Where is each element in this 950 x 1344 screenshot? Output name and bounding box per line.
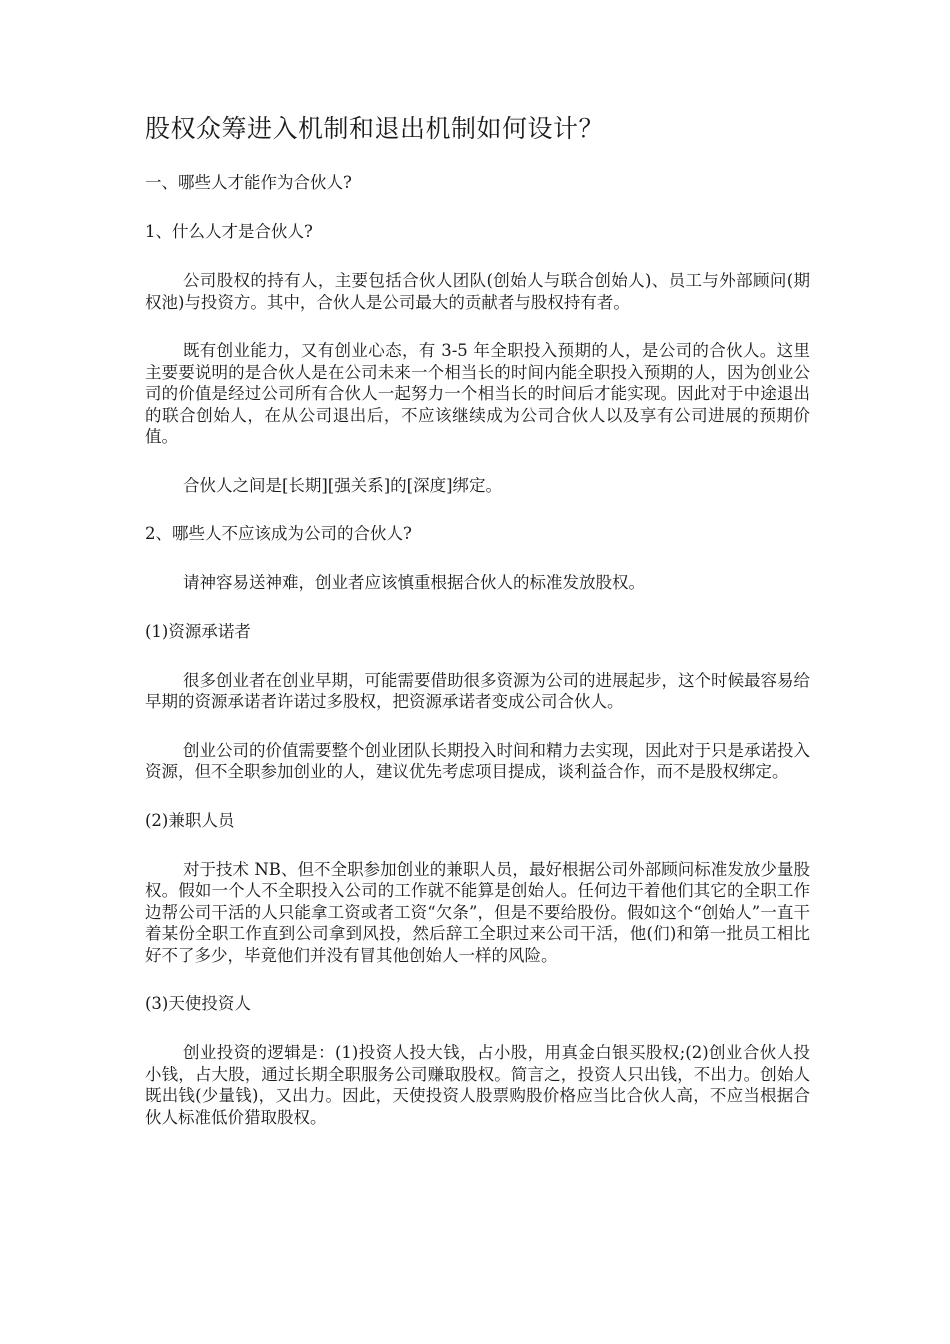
subsection-heading-not-partners: 2、哪些人不应该成为公司的合伙人?: [145, 524, 412, 543]
paragraph-partner-binding: 合伙人之间是[长期][强关系]的[深度]绑定。: [182, 475, 503, 495]
paragraph-careful-equity: 请神容易送神难，创业者应该慎重根据合伙人的标准发放股权。: [182, 573, 645, 592]
paragraph-resource-promisers-2: 创业公司的价值需要整个创业团队长期投入时间和精力去实现，因此对于只是承诺投入资源，但不全职参加创业的人，建议优先考虑项目提成，谈利益合作，而不是股权绑定。: [145, 740, 810, 781]
section-heading-partners: 一、哪些人才能作为合伙人?: [145, 173, 352, 192]
document-page: [145, 112, 810, 1155]
paragraph-angel-investors: 创业投资的逻辑是：(1)投资人投大钱，占小股，用真金白银买股权;(2)创业合伙人投小钱，占大股，通过长期全职服务公司赚取股权。简言之，投资人只出钱，不出力。创始人既出钱(少量钱)，又出力。因此，天使投资人股票购股价格应当比合伙人高，不应当根据合伙人标准低价猎取股权。: [145, 1043, 810, 1127]
subsection-heading-resource-promisers: (1)资源承诺者: [145, 621, 251, 641]
subsection-heading-part-time: (2)兼职人员: [145, 810, 235, 830]
paragraph-equity-holders: 公司股权的持有人，主要包括合伙人团队(创始人与联合创始人)、员工与外部顾问(期权池)与投资方。其中，合伙人是公司最大的贡献者与股权持有者。: [145, 271, 810, 312]
subsection-heading-who-is-partner: 1、什么人才是合伙人?: [145, 222, 313, 241]
document-title: 股权众筹进入机制和退出机制如何设计？: [145, 114, 605, 143]
paragraph-resource-promisers-1: 很多创业者在创业早期，可能需要借助很多资源为公司的进展起步，这个时候最容易给早期的资源承诺者许诺过多股权，把资源承诺者变成公司合伙人。: [145, 670, 810, 711]
subsection-heading-angel-investors: (3)天使投资人: [145, 994, 251, 1013]
paragraph-part-time: 对于技术 NB、但不全职参加创业的兼职人员，最好根据公司外部顾问标准发放少量股权。假如一个人不全职投入公司的工作就不能算是创始人。任何边干着他们其它的全职工作边帮公司干活的人只能拿工资或者工资“欠条”，但是不要给股份。假如这个“创始人”一直干着某份全职工作直到公司拿到风投，然后辞工全职过来公司干活，他(们)和第一批员工相比好不了多少，毕竟他们并没有冒其他创始人一样的风险。: [145, 859, 810, 965]
paragraph-partner-definition: 既有创业能力，又有创业心态，有 3-5 年全职投入预期的人，是公司的合伙人。这里主要要说明的是合伙人是在公司未来一个相当长的时间内能全职投入预期的人，因为创业公司的价值是经过公司所有合伙人一起努力一个相当长的时间后才能实现。因此对于中途退出的联合创始人，在从公司退出后，不应该继续成为公司合伙人以及享有公司进展的预期价值。: [145, 341, 810, 446]
